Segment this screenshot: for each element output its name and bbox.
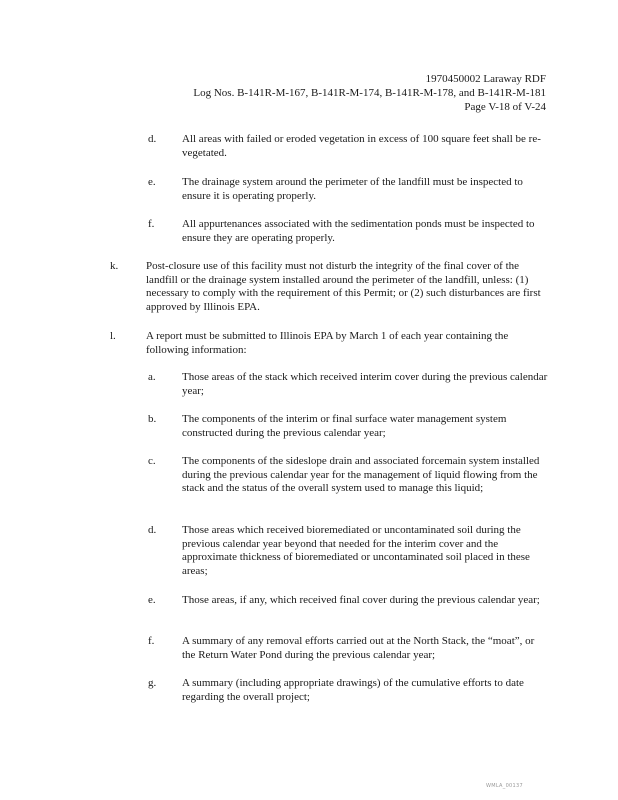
sub-item-text: A summary of any removal efforts carried out at the North Stack, the “moat”, or the Return Water Pond during the previous calendar year; bbox=[182, 635, 535, 661]
sub-item-text: The drainage system around the perimeter of the landfill must be inspected to ensure it is operating properly. bbox=[182, 176, 523, 202]
item-letter-l: l. bbox=[110, 330, 116, 342]
sub-item-letter: c. bbox=[148, 455, 156, 467]
facility-id-line: 1970450002 Laraway RDF bbox=[425, 73, 546, 85]
page-header bbox=[193, 72, 546, 114]
sub-item-text: Those areas, if any, which received final cover during the previous calendar year; bbox=[182, 594, 540, 606]
item-letter-k: k. bbox=[110, 260, 119, 272]
sub-item-text: Those areas which received bioremediated or uncontaminated soil during the previous calendar year beyond that needed for the interim cover and the approximate thickness of bioremediated or uncontaminated soil placed in these areas; bbox=[182, 524, 530, 577]
bates-stamp: WMLA_00137 bbox=[486, 783, 523, 789]
sub-item-text: A summary (including appropriate drawings) of the cumulative efforts to date regarding the overall project; bbox=[182, 677, 524, 703]
sub-item-text: The components of the sideslope drain and associated forcemain system installed during the previous calendar year for the management of liquid flowing from the stack and the status of the overall system used to manage this liquid; bbox=[182, 455, 540, 494]
sub-item-letter: g. bbox=[148, 677, 157, 689]
sub-item-letter: f. bbox=[148, 635, 155, 647]
item-text-l: A report must be submitted to Illinois EPA by March 1 of each year containing the following information: bbox=[146, 330, 509, 356]
sub-item-letter: e. bbox=[148, 176, 156, 188]
sub-item-text: Those areas of the stack which received interim cover during the previous calendar year; bbox=[182, 371, 548, 397]
page-number-line: Page V-18 of V-24 bbox=[464, 101, 546, 113]
log-numbers-line: Log Nos. B-141R-M-167, B-141R-M-174, B-141R-M-178, and B-141R-M-181 bbox=[193, 87, 546, 99]
sub-item-text: All appurtenances associated with the sedimentation ponds must be inspected to ensure they are operating properly. bbox=[182, 218, 535, 244]
sub-item-text: All areas with failed or eroded vegetation in excess of 100 square feet shall be re-vegetated. bbox=[182, 133, 541, 159]
sub-item-letter: f. bbox=[148, 218, 155, 230]
sub-item-text: The components of the interim or final surface water management system constructed during the previous calendar year; bbox=[182, 413, 507, 439]
sub-item-letter: e. bbox=[148, 594, 156, 606]
sub-item-letter: a. bbox=[148, 371, 156, 383]
sub-item-letter: d. bbox=[148, 133, 157, 145]
item-text-k: Post-closure use of this facility must not disturb the integrity of the final cover of the landfill or the drainage system installed around the perimeter of the landfill, unless: (1) necessary to comply with the requirement of this Permit; or (2) such disturbances are first approved by Illinois EPA. bbox=[146, 260, 541, 313]
sub-item-letter: b. bbox=[148, 413, 157, 425]
sub-item-letter: d. bbox=[148, 524, 157, 536]
